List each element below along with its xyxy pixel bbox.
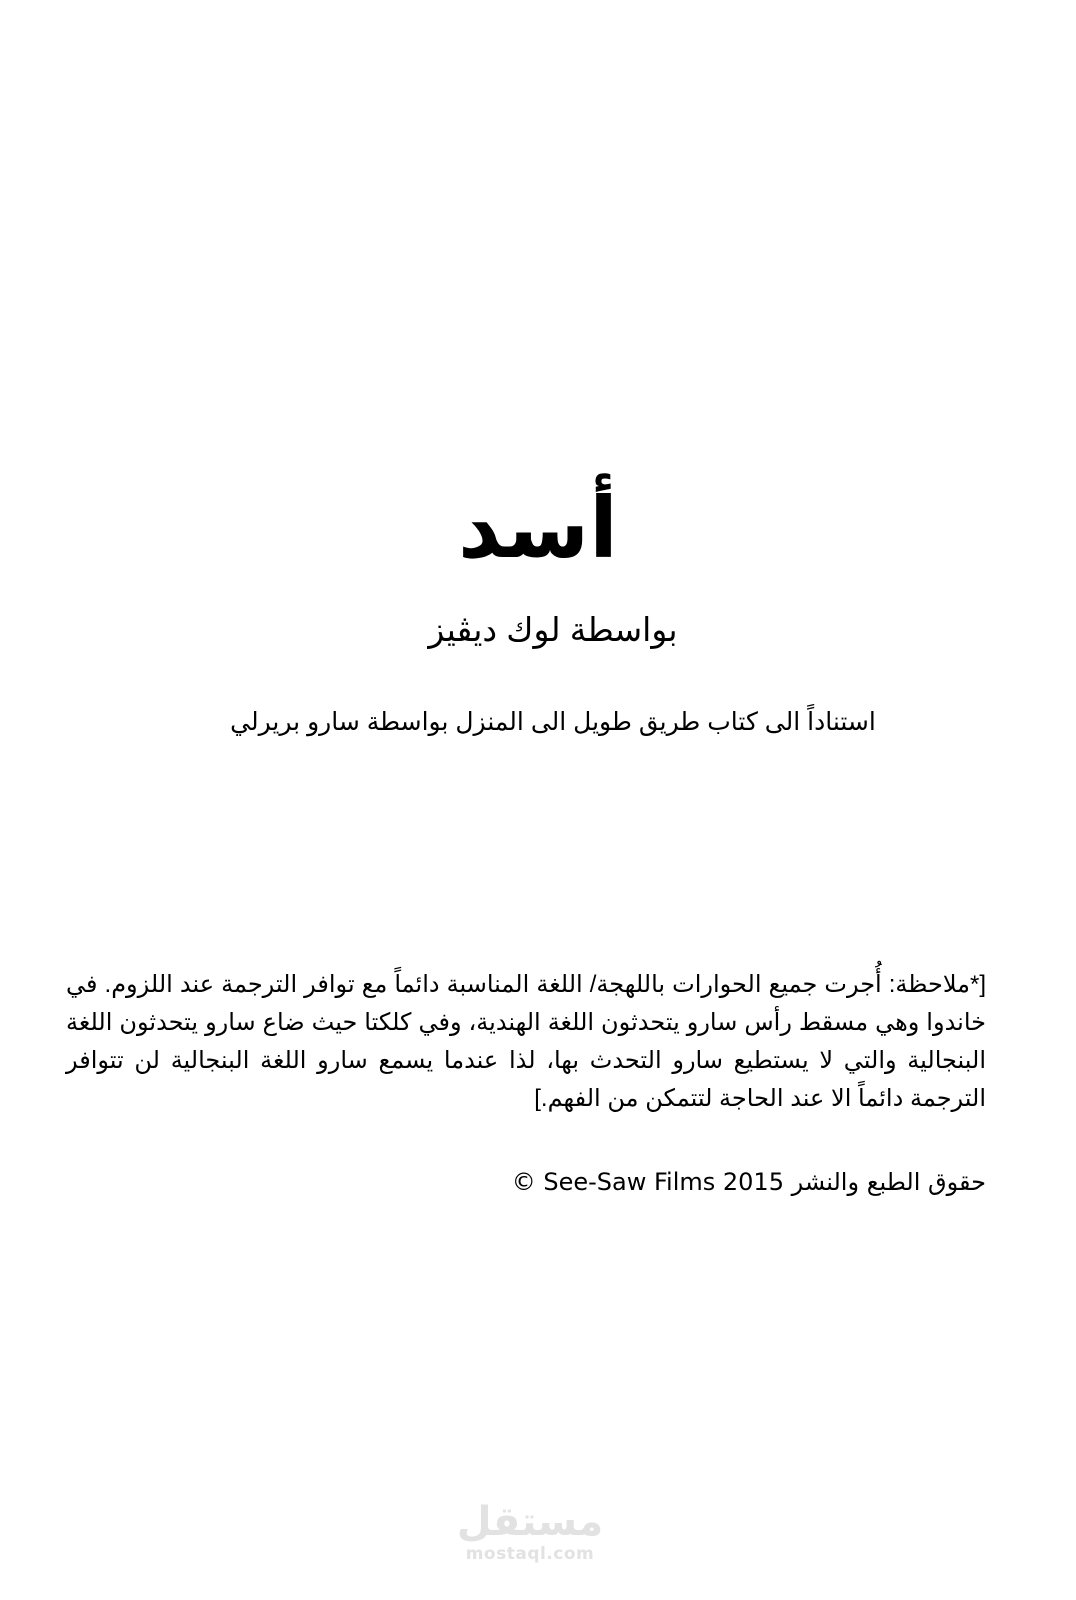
watermark-logo-arabic: مستقل <box>456 1499 604 1545</box>
mostaql-watermark <box>440 1500 620 1564</box>
copyright-line: حقوق الطبع والنشر See-Saw Films 2015 © <box>511 1168 986 1196</box>
based-on-line: استناداً الى كتاب طريق طويل الى المنزل بواسطة سارو بريرلي <box>230 708 876 736</box>
document-title: أسد <box>458 481 618 575</box>
watermark-domain: mostaql.com <box>465 1544 595 1564</box>
translation-note-paragraph: [*ملاحظة: أُجرت جميع الحوارات باللهجة/ اللغة المناسبة دائماً مع توافر الترجمة عند اللزوم. في خاندوا وهي مسقط رأس سارو يتحدثون اللغة الهندية، وفي كلكتا حيث ضاع سارو يتحدثون اللغة البنجالية والتي لا يستطيع سارو التحدث بها، لذا عندما يسمع سارو اللغة البنجالية لن تتوافر الترجمة دائماً الا عند الحاجة لتتمكن من الفهم.] <box>66 971 987 1112</box>
author-line: بواسطة لوك ديڤيز <box>428 611 678 648</box>
